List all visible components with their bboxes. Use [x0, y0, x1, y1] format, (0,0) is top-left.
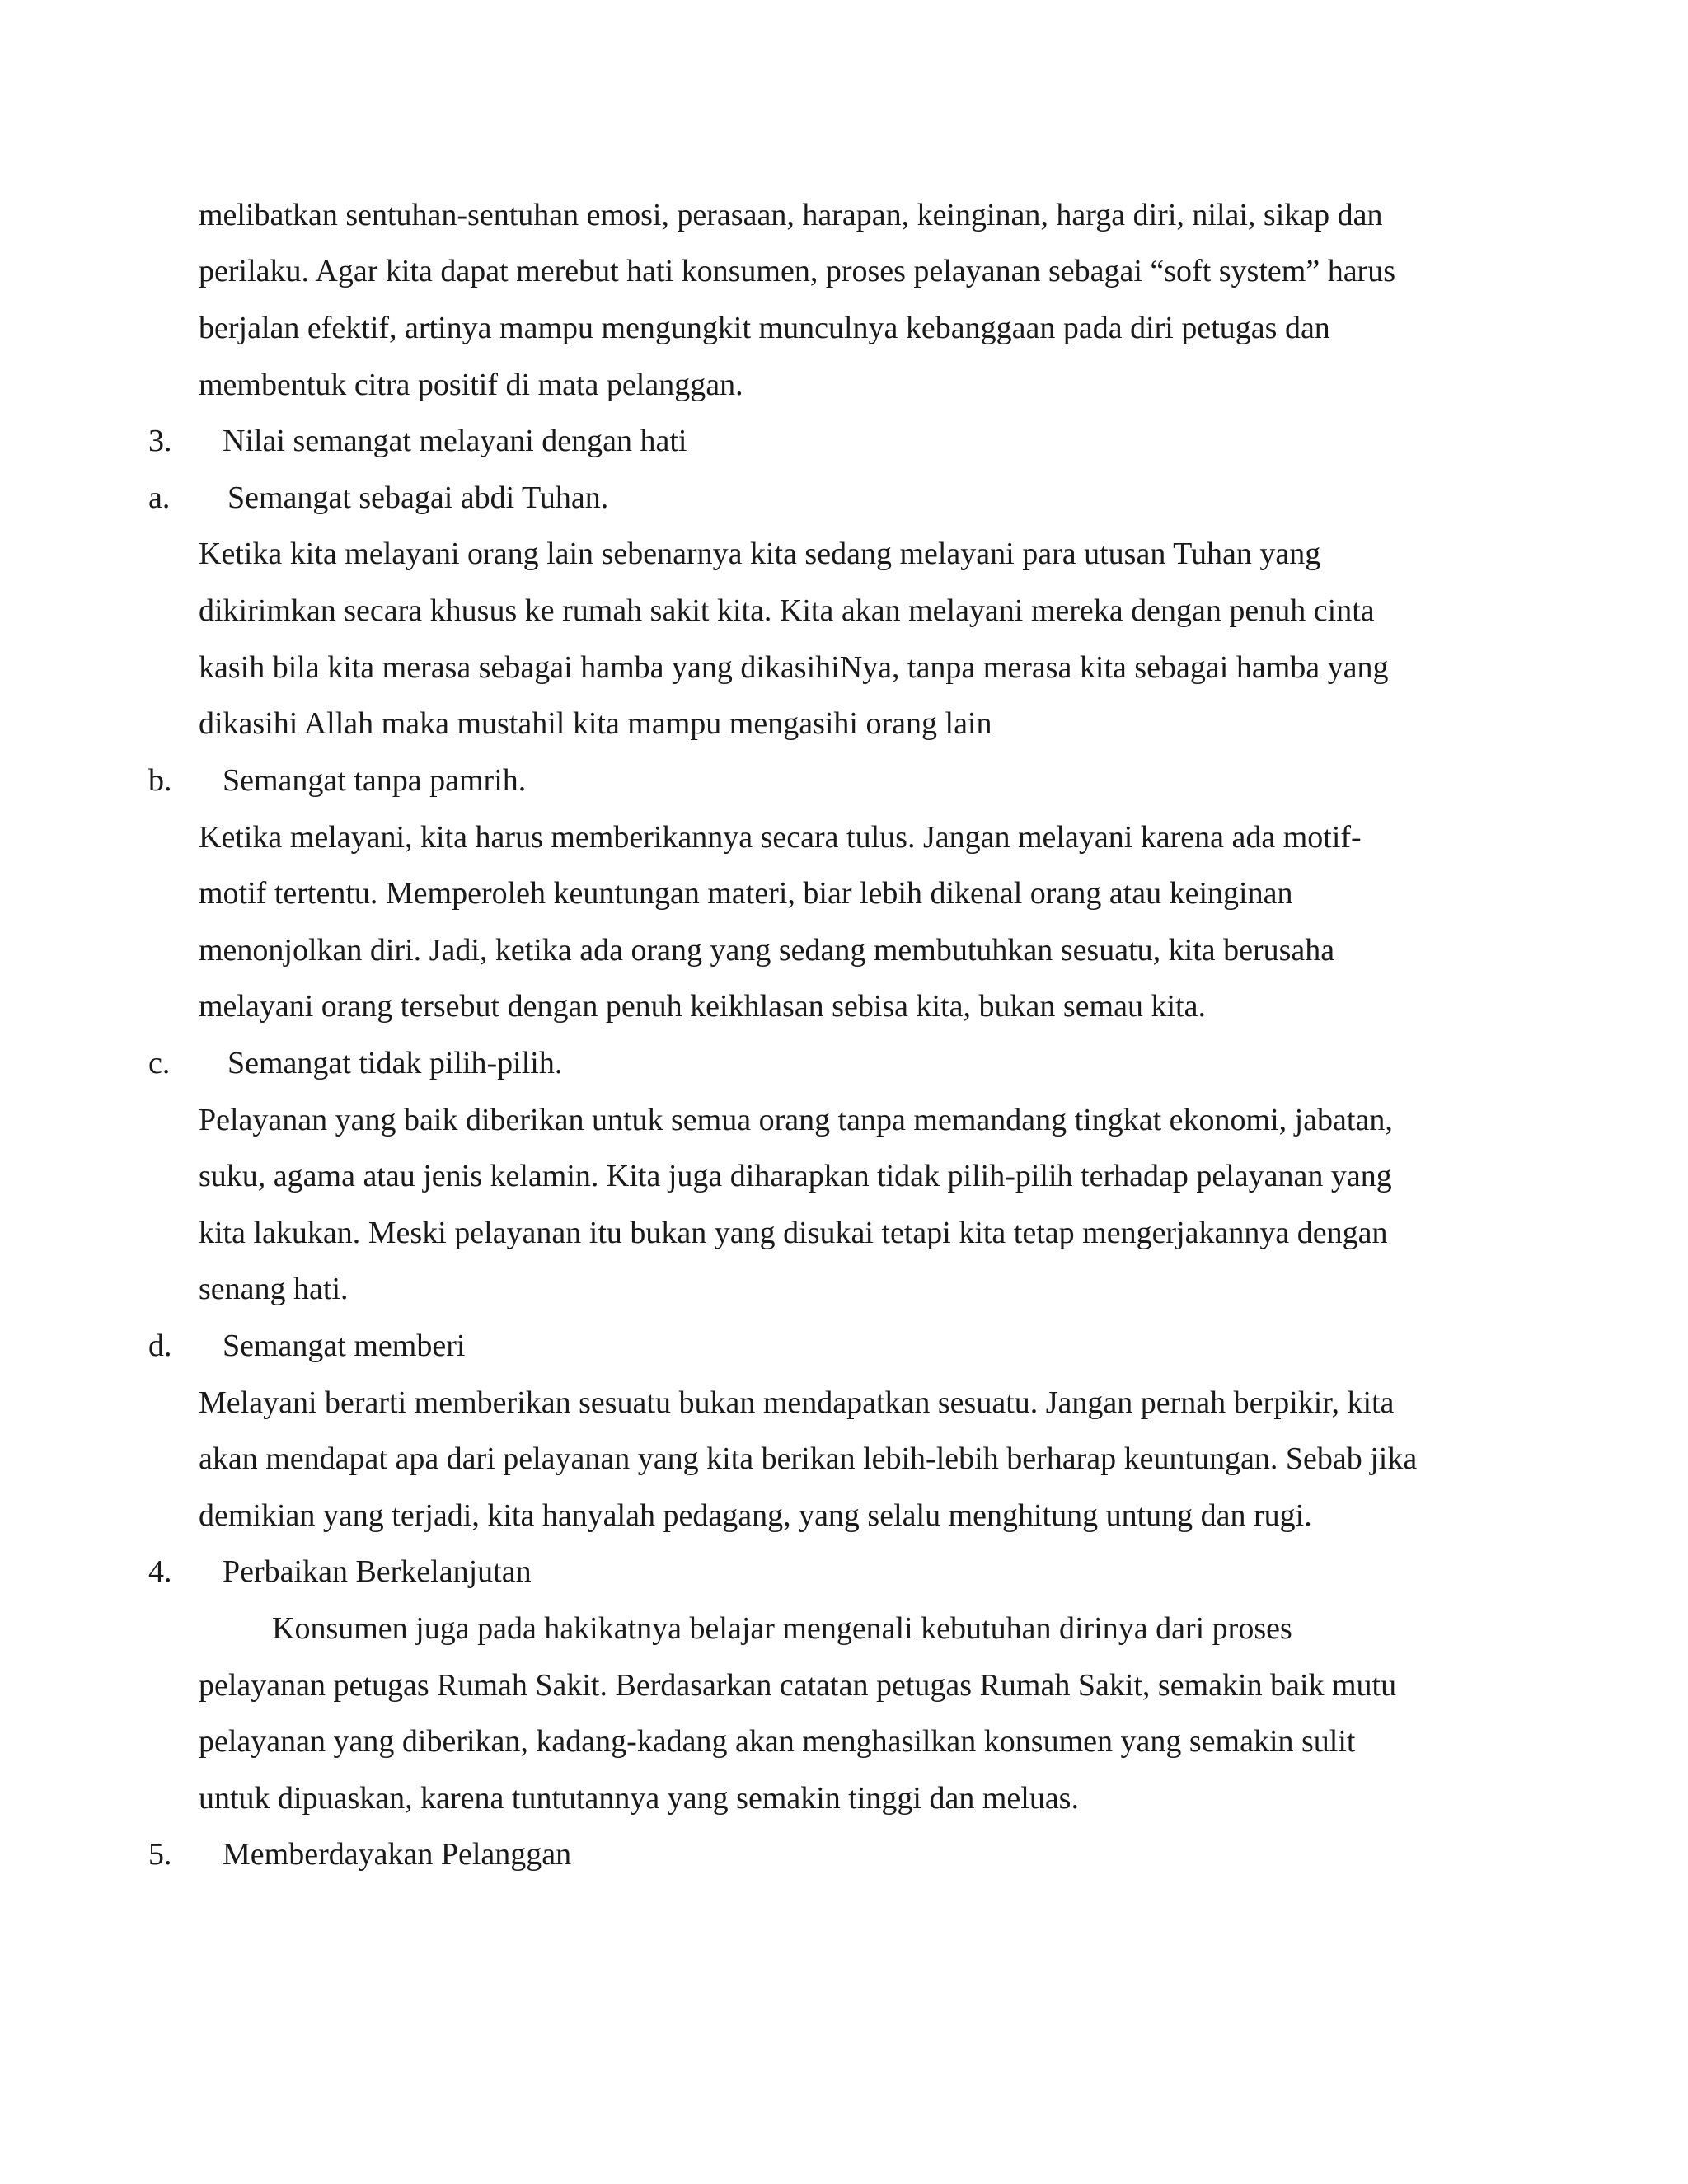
paragraph-line: Melayani berarti memberikan sesuatu bukan mendapatkan sesuatu. Jangan pernah berpikir, kita — [199, 1385, 1395, 1420]
paragraph-line: suku, agama atau jenis kelamin. Kita juga diharapkan tidak pilih-pilih terhadap pelayanan yang — [199, 1159, 1392, 1193]
paragraph-line: Konsumen juga pada hakikatnya belajar mengenali kebutuhan dirinya dari proses — [272, 1611, 1292, 1646]
paragraph-line: membentuk citra positif di mata pelanggan. — [199, 368, 743, 402]
paragraph-line: Ketika kita melayani orang lain sebenarnya kita sedang melayani para utusan Tuhan yang — [199, 537, 1321, 571]
item-c-heading: Semangat tidak pilih-pilih. — [227, 1046, 563, 1080]
paragraph-line: untuk dipuaskan, karena tuntutannya yang semakin tinggi dan meluas. — [199, 1781, 1079, 1816]
section-3-number: 3. — [148, 424, 172, 458]
paragraph-line: akan mendapat apa dari pelayanan yang kita berikan lebih-lebih berharap keuntungan. Sebab jika — [199, 1441, 1418, 1476]
paragraph-line: berjalan efektif, artinya mampu mengungkit munculnya kebanggaan pada diri petugas dan — [199, 311, 1330, 345]
section-3-heading: Nilai semangat melayani dengan hati — [223, 424, 687, 458]
paragraph-line: Pelayanan yang baik diberikan untuk semua orang tanpa memandang tingkat ekonomi, jabatan, — [199, 1103, 1393, 1137]
item-b-marker: b. — [148, 763, 172, 798]
item-c-marker: c. — [148, 1046, 171, 1080]
item-b-heading: Semangat tanpa pamrih. — [223, 763, 527, 798]
paragraph-line: motif tertentu. Memperoleh keuntungan materi, biar lebih dikenal orang atau keinginan — [199, 876, 1293, 911]
section-5-number: 5. — [148, 1837, 172, 1872]
paragraph-line: Ketika melayani, kita harus memberikannya secara tulus. Jangan melayani karena ada motif- — [199, 820, 1362, 855]
paragraph-line: senang hati. — [199, 1272, 349, 1306]
item-d-marker: d. — [148, 1329, 172, 1363]
section-4-heading: Perbaikan Berkelanjutan — [223, 1554, 532, 1589]
paragraph-line: pelayanan petugas Rumah Sakit. Berdasarkan catatan petugas Rumah Sakit, semakin baik mutu — [199, 1668, 1397, 1703]
section-4-number: 4. — [148, 1554, 172, 1589]
item-a-marker: a. — [148, 480, 171, 515]
item-a-heading: Semangat sebagai abdi Tuhan. — [227, 480, 609, 515]
paragraph-line: demikian yang terjadi, kita hanyalah pedagang, yang selalu menghitung untung dan rugi. — [199, 1498, 1312, 1533]
paragraph-line: dikirimkan secara khusus ke rumah sakit kita. Kita akan melayani mereka dengan penuh cinta — [199, 593, 1375, 628]
paragraph-line: menonjolkan diri. Jadi, ketika ada orang yang sedang membutuhkan sesuatu, kita berusaha — [199, 933, 1335, 968]
paragraph-line: kasih bila kita merasa sebagai hamba yang dikasihiNya, tanpa merasa kita sebagai hamba yang — [199, 650, 1389, 685]
paragraph-line: kita lakukan. Meski pelayanan itu bukan yang disukai tetapi kita tetap mengerjakannya dengan — [199, 1216, 1388, 1250]
section-5-heading: Memberdayakan Pelanggan — [223, 1837, 572, 1872]
item-d-heading: Semangat memberi — [223, 1329, 466, 1363]
paragraph-line: melayani orang tersebut dengan penuh keikhlasan sebisa kita, bukan semau kita. — [199, 989, 1206, 1024]
paragraph-line: perilaku. Agar kita dapat merebut hati konsumen, proses pelayanan sebagai “soft system” harus — [199, 254, 1395, 288]
paragraph-line: melibatkan sentuhan-sentuhan emosi, perasaan, harapan, keinginan, harga diri, nilai, sikap dan — [199, 198, 1383, 232]
paragraph-line: pelayanan yang diberikan, kadang-kadang akan menghasilkan konsumen yang semakin sulit — [199, 1724, 1356, 1759]
paragraph-line: dikasihi Allah maka mustahil kita mampu mengasihi orang lain — [199, 706, 992, 741]
